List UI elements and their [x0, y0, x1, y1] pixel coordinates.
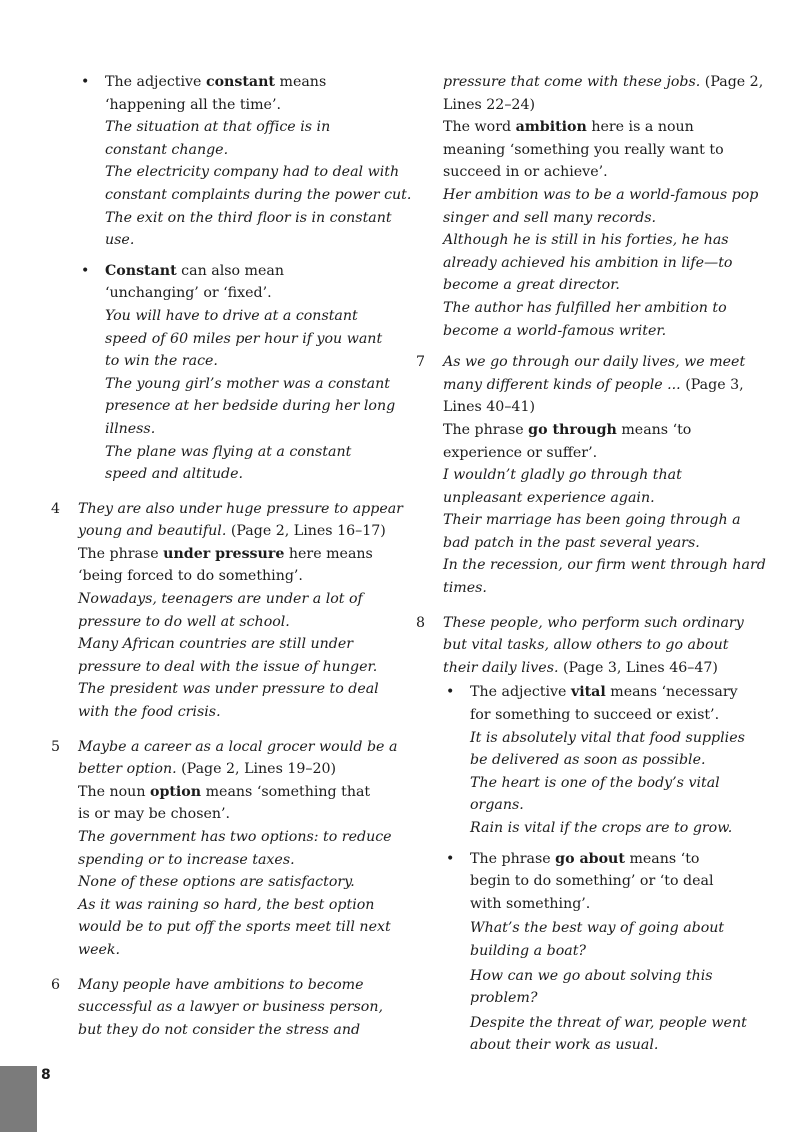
entry-constant-bullet-1	[78, 71, 412, 252]
example-line: times.	[443, 580, 487, 597]
quote-line: young and beautiful. (Page 2, Lines 16–17)	[78, 523, 386, 540]
headword: go through	[528, 421, 617, 438]
example-line: How can we go about solving this	[470, 967, 713, 984]
example-line: Her ambition was to be a world-famous pop	[443, 186, 759, 203]
example-line: It is absolutely vital that food supplies	[470, 729, 745, 746]
example-line: The heart is one of the body’s vital	[470, 774, 720, 791]
example-line: The president was under pressure to deal	[78, 681, 379, 698]
entry-go-about-bullet	[443, 848, 746, 1057]
quote-line: many different kinds of people ... (Page 3,	[443, 376, 744, 393]
bullet-icon: •	[446, 850, 455, 867]
example-line: about their work as usual.	[470, 1037, 659, 1054]
definition-line: is or may be chosen’.	[78, 806, 231, 823]
example-line: to win the race.	[105, 353, 218, 370]
example-line: Many African countries are still under	[78, 636, 354, 653]
definition-line: The phrase go about means ‘to	[470, 850, 700, 867]
page-edge-tab	[0, 1066, 37, 1132]
example-line: building a boat?	[470, 942, 587, 959]
bullet-icon: •	[81, 74, 90, 90]
entry-number: 5	[51, 738, 61, 755]
example-line: Although he is still in his forties, he has	[443, 232, 729, 249]
page-number: 8	[41, 1067, 51, 1083]
example-line: bad patch in the past several years.	[443, 534, 700, 551]
example-line: What’s the best way of going about	[470, 920, 725, 937]
example-line: use.	[105, 232, 135, 249]
example-line: problem?	[470, 990, 538, 1007]
quote-line: their daily lives. (Page 3, Lines 46–47)	[443, 659, 718, 676]
definition-line: Constant can also mean	[105, 262, 285, 279]
headword: vital	[570, 684, 606, 701]
quote-line: Maybe a career as a local grocer would be a	[78, 738, 398, 755]
left-column	[51, 71, 412, 1050]
entry-number: 8	[416, 614, 426, 631]
entry-number: 6	[51, 976, 61, 993]
example-line: pressure to deal with the issue of hunger.	[78, 658, 378, 675]
entry-4-under-pressure	[51, 498, 429, 724]
example-line: The young girl’s mother was a constant	[105, 375, 390, 392]
entry-6-ambition-start	[51, 974, 429, 1042]
example-line: week.	[78, 941, 121, 958]
page-reference: (Page 3, Lines 46–47)	[558, 659, 718, 676]
entry-number: 7	[416, 354, 426, 371]
example-line: with the food crisis.	[78, 704, 221, 721]
definition-line: The phrase go through means ‘to	[443, 421, 692, 438]
definition-line: for something to succeed or exist’.	[470, 707, 720, 724]
example-line: Rain is vital if the crops are to grow.	[470, 820, 733, 836]
headword: ambition	[515, 119, 587, 136]
page-reference: Lines 40–41)	[443, 399, 536, 416]
example-line: would be to put off the sports meet till next	[78, 919, 391, 936]
quote-line: pressure that come with these jobs. (Page 2,	[443, 74, 764, 90]
quote-line: They are also under huge pressure to appear	[78, 500, 403, 517]
quote-line: successful as a lawyer or business person,	[78, 999, 383, 1016]
entry-5-option	[51, 736, 429, 962]
page-reference: (Page 3,	[680, 376, 744, 393]
example-line: None of these options are satisfactory.	[78, 874, 355, 891]
example-line: As it was raining so hard, the best option	[78, 896, 375, 913]
definition-line: ‘being forced to do something’.	[78, 568, 303, 585]
example-line: already achieved his ambition in life—to	[443, 254, 733, 271]
page-reference: (Page 2, Lines 19–20)	[176, 761, 337, 778]
example-line: Despite the threat of war, people went	[470, 1014, 747, 1031]
headword: under pressure	[163, 545, 285, 562]
quote-line: Many people have ambitions to become	[78, 976, 364, 993]
entry-vital-bullet	[443, 681, 746, 839]
example-line: The plane was flying at a constant	[105, 443, 352, 460]
entry-6-ambition-continued	[416, 71, 764, 342]
entry-constant-bullet-2	[78, 260, 402, 486]
quote-line: These people, who perform such ordinary	[443, 614, 744, 631]
quote-line: As we go through our daily lives, we meet	[443, 354, 746, 371]
bullet-icon: •	[81, 262, 90, 279]
example-line: become a great director.	[443, 277, 620, 294]
example-line: Their marriage has been going through a	[443, 512, 741, 529]
example-line: speed and altitude.	[105, 466, 243, 483]
quote-line: but they do not consider the stress and	[78, 1021, 361, 1038]
example-line: The government has two options: to reduce	[78, 829, 392, 845]
example-line: be delivered as soon as possible.	[470, 752, 706, 769]
example-line: constant complaints during the power cut.	[105, 186, 412, 203]
headword: constant	[205, 74, 275, 90]
definition-line: succeed in or achieve’.	[443, 164, 608, 181]
definition-line: The adjective constant means	[105, 74, 327, 90]
example-line: presence at her bedside during her long	[105, 398, 396, 415]
headword: option	[149, 783, 202, 800]
definition-line: ‘happening all the time’.	[105, 96, 281, 113]
example-line: You will have to drive at a constant	[105, 307, 358, 324]
definition-line: ‘unchanging’ or ‘fixed’.	[105, 285, 272, 302]
quote-line: better option. (Page 2, Lines 19–20)	[78, 761, 337, 778]
entry-8-vital-go-about	[416, 612, 746, 1057]
example-line: pressure to do well at school.	[78, 613, 290, 630]
headword: Constant	[105, 262, 177, 279]
page-reference: (Page 2,	[700, 74, 764, 90]
example-line: The electricity company had to deal with	[105, 164, 400, 181]
example-line: The exit on the third floor is in constant	[105, 209, 392, 226]
definition-line: The word ambition here is a noun	[443, 119, 694, 136]
entry-number: 4	[51, 500, 61, 517]
example-line: speed of 60 miles per hour if you want	[105, 330, 383, 347]
definition-line: The adjective vital means ‘necessary	[470, 684, 738, 701]
example-line: Nowadays, teenagers are under a lot of	[78, 591, 363, 608]
example-line: In the recession, our firm went through hard	[443, 557, 766, 574]
headword: go about	[555, 850, 625, 867]
example-line: unpleasant experience again.	[443, 489, 655, 506]
definition-line: begin to do something’ or ‘to deal	[470, 873, 714, 890]
entry-7-go-through	[416, 351, 766, 600]
example-line: illness.	[105, 420, 156, 437]
example-line: organs.	[470, 797, 524, 814]
example-line: spending or to increase taxes.	[78, 851, 295, 868]
example-line: become a world-famous writer.	[443, 322, 667, 339]
definition-line: The phrase under pressure here means	[78, 545, 373, 562]
example-line: The author has fulfilled her ambition to	[443, 299, 727, 316]
page-reference: (Page 2, Lines 16–17)	[226, 523, 386, 540]
definition-line: experience or suffer’.	[443, 444, 598, 461]
example-line: I wouldn’t gladly go through that	[443, 467, 682, 484]
definition-line: The noun option means ‘something that	[78, 783, 371, 800]
example-line: constant change.	[105, 141, 229, 158]
definition-line: meaning ‘something you really want to	[443, 141, 724, 158]
example-line: The situation at that office is in	[105, 119, 331, 136]
page-reference: Lines 22–24)	[443, 96, 536, 113]
bullet-icon: •	[446, 684, 455, 701]
right-column	[416, 71, 766, 1066]
definition-line: with something’.	[470, 895, 591, 912]
example-line: singer and sell many records.	[443, 209, 657, 226]
quote-line: but vital tasks, allow others to go about	[443, 637, 729, 654]
